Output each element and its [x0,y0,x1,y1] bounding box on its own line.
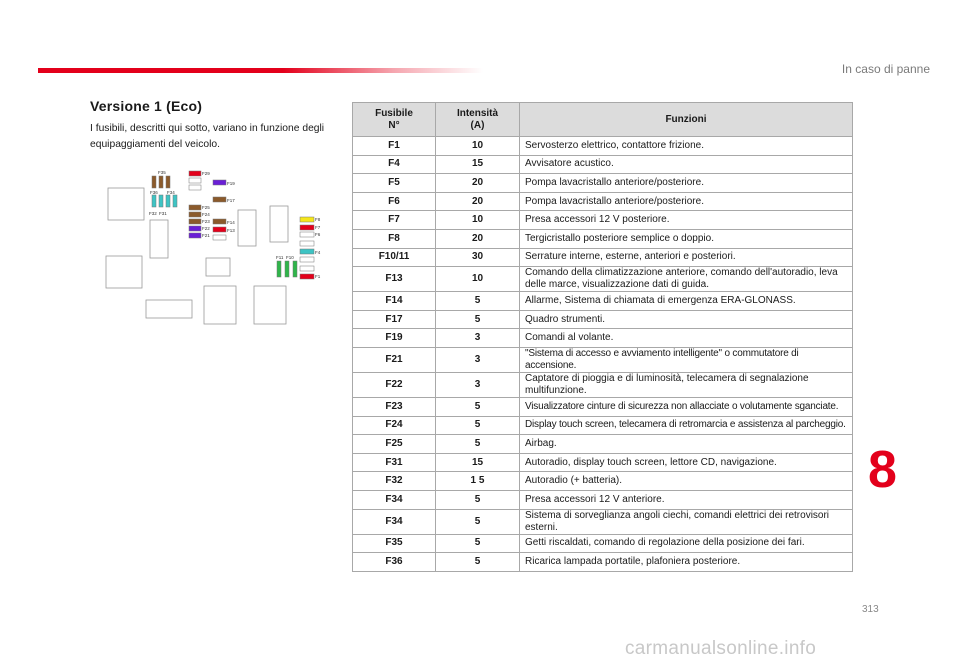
function-cell: Sistema di sorveglianza angoli ciechi, comandi elettrici dei retrovisori esterni. [520,509,853,534]
fuse-slot [189,233,201,238]
function-cell: Autoradio, display touch screen, lettore CD, navigazione. [520,453,853,472]
fuse-cell: F13 [353,267,436,292]
amp-cell: 5 [436,509,520,534]
relay-outline [146,300,192,318]
amp-cell: 20 [436,192,520,211]
fuse-label: F13 [227,228,235,233]
function-cell: Tergicristallo posteriore semplice o doppio. [520,229,853,248]
fuse-label: F35 [158,170,166,175]
fuse-slot [189,212,201,217]
amp-cell: 20 [436,229,520,248]
function-cell: Pompa lavacristallo anteriore/posteriore. [520,174,853,193]
section-title: In caso di panne [841,62,930,76]
header-amp-line2: (A) [470,119,485,131]
fuse-cell: F21 [353,347,436,372]
fuse-slot [213,235,226,240]
fuse-slot [189,219,201,224]
relay-outline [238,210,256,246]
version-title: Versione 1 (Eco) [90,98,203,114]
fuse-cell: F25 [353,435,436,454]
table-row [353,292,853,311]
relay-outline [206,258,230,276]
fuse-cell: F1 [353,137,436,156]
fuse-cell: F17 [353,310,436,329]
amp-cell: 10 [436,211,520,230]
fuse-label: F21 [202,233,210,238]
fuse-label: F4 [315,250,321,255]
relay-outline [254,286,286,324]
fuse-slot [159,195,163,207]
amp-cell: 10 [436,267,520,292]
header-amp-line1: Intensità [456,107,499,119]
fuse-slot [152,195,156,207]
fuse-label: F8 [315,217,321,222]
table-row [353,329,853,348]
function-cell: Captatore di pioggia e di luminosità, telecamera di segnalazione multifunzione. [520,372,853,397]
amp-cell: 15 [436,155,520,174]
amp-cell: 3 [436,347,520,372]
fuse-table-body [353,137,853,572]
fuse-slot [300,225,314,230]
fuse-slot [189,226,201,231]
fuse-cell: F24 [353,416,436,435]
fuse-label: F1 [315,274,321,279]
table-row [353,248,853,267]
amp-cell: 5 [436,534,520,553]
fuse-cell: F5 [353,174,436,193]
fuse-cell: F4 [353,155,436,174]
fuse-slot [300,232,314,237]
relay-outline [106,256,142,288]
fuse-slot [189,178,201,183]
amp-cell: 5 [436,292,520,311]
fuse-cell: F36 [353,553,436,572]
table-row [353,174,853,193]
table-row [353,137,853,156]
fuse-slot [293,261,297,277]
fuse-label: F29 [202,171,210,176]
fuse-label: F34 [167,190,175,195]
function-cell: Comando della climatizzazione anteriore, comando dell'autoradio, leva delle marce, visualizzazione dati di guida. [520,267,853,292]
fuse-label: F23 [202,219,210,224]
fuse-slot [300,274,314,279]
function-cell: Servosterzo elettrico, contattore frizione. [520,137,853,156]
fuse-slot [166,176,170,188]
fuse-cell: F7 [353,211,436,230]
fuse-cell: F8 [353,229,436,248]
relay-outline [108,188,144,220]
watermark: carmanualsonline.info [625,638,817,659]
header-fuse [353,103,436,137]
header-accent-bar [38,68,483,73]
amp-cell: 5 [436,310,520,329]
function-cell: Pompa lavacristallo anteriore/posteriore. [520,192,853,211]
table-row [353,472,853,491]
amp-cell: 15 [436,453,520,472]
amp-cell: 20 [436,174,520,193]
table-row [353,229,853,248]
function-cell: "Sistema di accesso e avviamento intelligente" o commutatore di accensione. [520,347,853,372]
function-cell: Visualizzatore cinture di sicurezza non allacciate o volutamente sganciate. [520,397,853,416]
amp-cell: 10 [436,137,520,156]
fuse-label: F10 [286,255,294,260]
fuse-box-diagram [100,168,335,338]
function-cell: Airbag. [520,435,853,454]
function-cell: Quadro strumenti. [520,310,853,329]
fuse-slot [189,171,201,176]
amp-cell: 3 [436,329,520,348]
fuse-slot [213,180,226,185]
table-row [353,347,853,372]
amp-cell: 1 5 [436,472,520,491]
function-cell: Presa accessori 12 V anteriore. [520,490,853,509]
fuse-slot [159,176,163,188]
fuse-cell: F14 [353,292,436,311]
fuse-label: F11 [276,255,284,260]
header-fuse-line2: N° [388,119,400,131]
fuse-label: F14 [227,220,235,225]
fuse-slot [213,227,226,232]
fuse-label: F19 [227,181,235,186]
table-row [353,372,853,397]
header-functions: Funzioni [520,103,853,137]
fuse-label: F17 [227,198,235,203]
relay-outline [150,220,168,258]
function-cell: Allarme, Sistema di chiamata di emergenza ERA-GLONASS. [520,292,853,311]
fuse-label: F6 [315,232,321,237]
fuse-cell: F31 [353,453,436,472]
amp-cell: 3 [436,372,520,397]
table-row [353,192,853,211]
table-row [353,155,853,174]
table-row [353,453,853,472]
fuse-cell: F34 [353,490,436,509]
amp-cell: 5 [436,397,520,416]
page-number: 313 [862,604,879,615]
fuse-cell: F34 [353,509,436,534]
fuse-label: F36 [150,190,158,195]
function-cell: Serrature interne, esterne, anteriori e posteriori. [520,248,853,267]
function-cell: Display touch screen, telecamera di retromarcia e assistenza al parcheggio. [520,416,853,435]
fuse-label: F24 [202,212,210,217]
fuse-slot [166,195,170,207]
fuse-cell: F35 [353,534,436,553]
relay-outline [270,206,288,242]
table-row [353,490,853,509]
intro-text: I fusibili, descritti qui sotto, variano in funzione degli equipaggiamenti del veicolo. [90,123,325,150]
fuse-slot [213,219,226,224]
fuse-table [352,102,853,572]
function-cell: Autoradio (+ batteria). [520,472,853,491]
fuse-slot [173,195,177,207]
amp-cell: 5 [436,416,520,435]
fuse-slot [300,266,314,271]
function-cell: Avvisatore acustico. [520,155,853,174]
table-row [353,509,853,534]
fuse-label: F25 [202,205,210,210]
function-cell: Presa accessori 12 V posteriore. [520,211,853,230]
chapter-number: 8 [868,441,897,499]
fuse-slot [300,249,314,254]
function-cell: Comandi al volante. [520,329,853,348]
table-row [353,267,853,292]
fuse-cell: F6 [353,192,436,211]
amp-cell: 5 [436,553,520,572]
fuse-cell: F32 [353,472,436,491]
amp-cell: 5 [436,490,520,509]
table-row [353,397,853,416]
fuse-cell: F22 [353,372,436,397]
fuse-cell: F10/11 [353,248,436,267]
table-row [353,416,853,435]
amp-cell: 30 [436,248,520,267]
fuse-label: F31 [159,211,167,216]
fuse-cell: F23 [353,397,436,416]
function-cell: Getti riscaldati, comando di regolazione della posizione dei fari. [520,534,853,553]
fuse-box-svg [100,168,335,338]
table-header-row [353,103,853,137]
fuse-label: F32 [149,211,157,216]
fuse-cell: F19 [353,329,436,348]
fuse-slot [300,257,314,262]
table-row [353,310,853,329]
fuse-slot [213,197,226,202]
fuse-label: F7 [315,225,321,230]
table-row [353,435,853,454]
fuse-slot [300,241,314,246]
fuse-slot [300,217,314,222]
fuse-slot [189,185,201,190]
fuse-slot [277,261,281,277]
fuse-slot [189,205,201,210]
table-row [353,534,853,553]
fuse-label: F22 [202,226,210,231]
fuse-slot [285,261,289,277]
header-amp [436,103,520,137]
function-cell: Ricarica lampada portatile, plafoniera posteriore. [520,553,853,572]
amp-cell: 5 [436,435,520,454]
table-row [353,211,853,230]
relay-outline [204,286,236,324]
table-row [353,553,853,572]
fuse-slot [152,176,156,188]
header-fuse-line1: Fusibile [375,107,413,119]
fuse-group [152,171,314,279]
